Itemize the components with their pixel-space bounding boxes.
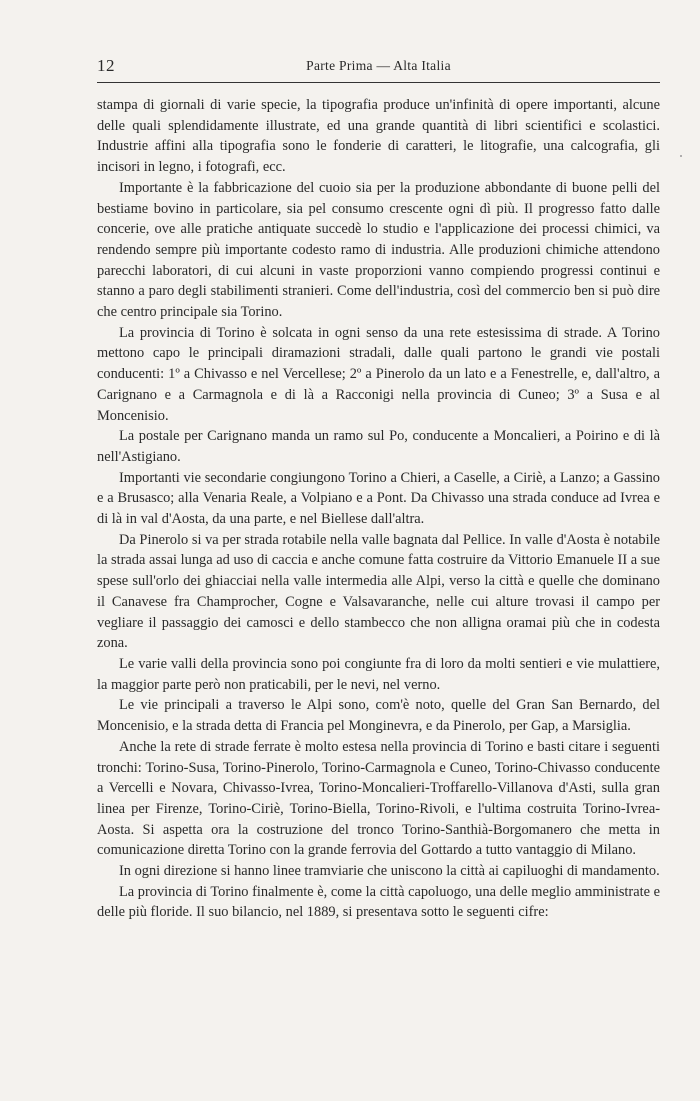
body-text	[97, 95, 660, 923]
paragraph: Le varie valli della provincia sono poi congiunte fra di loro da molti sentieri e vie mulattiere, la maggior parte però non praticabili, per le nevi, nel verno.	[97, 655, 660, 693]
paragraph: In ogni direzione si hanno linee tramviarie che uniscono la città ai capiluoghi di mandamento.	[119, 863, 660, 880]
paragraph: Da Pinerolo si va per strada rotabile nella valle bagnata dal Pellice. In valle d'Aosta è notabile la strada assai lunga ad uso di caccia e anche comune fatta costruire da Vittorio Emanuele II a sue spese sull'orlo dei ghiacciai nella valle intermedia alle Alpi, verso la città e quelle che dominano il Canavese fra Champrocher, Cogne e Valsavaranche, nelle cui alture trovasi il campo per vegliare il passaggio dei camosci e dello stambecco che non alligna oramai più che in codesta zona.	[97, 531, 660, 652]
paragraph: La provincia di Torino è solcata in ogni senso da una rete estesissima di strade. A Torino mettono capo le principali diramazioni stradali, dalle quali partono le grandi vie postali conducenti: 1º a Chivasso e nel Vercellese; 2º a Pinerolo da un lato e a Fenestrelle, e, dall'altro, a Carignano e a Carmagnola e di là a Racconigi nella provincia di Cuneo; 3º a Susa e al Moncenisio.	[97, 324, 660, 424]
paragraph: Anche la rete di strade ferrate è molto estesa nella provincia di Torino e basti citare i seguenti tronchi: Torino-Susa, Torino-Pinerolo, Torino-Carmagnola e Cuneo, Torino-Chivasso conducente a Vercelli e Novara, Chivasso-Ivrea, Torino-Moncalieri-Troffarello-Villanova d'Asti, sulla gran linea per Firenze, Torino-Ciriè, Torino-Biella, Torino-Rivoli, e l'ultima costruita Torino-Ivrea-Aosta. Si aspetta ora la costruzione del tronco Torino-Santhià-Borgomanero che metta in comunicazione diretta Torino con la grande ferrovia del Gottardo a tutto vantaggio di Milano.	[97, 738, 660, 859]
paragraph: Le vie principali a traverso le Alpi sono, com'è noto, quelle del Gran San Bernardo, del Moncenisio, e la strada detta di Francia pel Monginevra, e da Pinerolo, per Gap, a Marsiglia.	[97, 697, 660, 735]
paragraph: Importanti vie secondarie congiungono Torino a Chieri, a Caselle, a Ciriè, a Lanzo; a Gassino e a Brusasco; alla Venaria Reale, a Volpiano e a Pont. Da Chivasso una strada conduce ad Ivrea e di là in val d'Aosta, da una parte, e nel Biellese dall'altra.	[97, 469, 660, 528]
paragraph: La provincia di Torino finalmente è, come la città capoluogo, una delle meglio amministrate e delle più floride. Il suo bilancio, nel 1889, si presentava sotto le seguenti cifre:	[97, 883, 660, 921]
paragraph: Importante è la fabbricazione del cuoio sia per la produzione abbondante di buone pelli del bestiame bovino in particolare, sia pel consumo crescente ogni dì più. Il progresso fatto dalle concerie, ove alle pratiche antiquate succedè lo studio e l'applicazione dei processi chimici, va rendendo sempre più importante codesto ramo di industria. Alle produzioni chimiche attendono parecchi laboratori, di cui alcuni in vaste proporzioni vanno compiendo progressi continui e stanno a paro degli stabilimenti stranieri. Come dell'industria, così del commercio ben si può dire che centro principale sia Torino.	[97, 179, 660, 321]
page-header	[97, 56, 660, 82]
margin-mark	[680, 155, 682, 157]
header-rule	[97, 82, 660, 83]
page-number: 12	[97, 56, 115, 75]
running-title: Parte Prima — Alta Italia	[306, 58, 451, 73]
paragraph: La postale per Carignano manda un ramo sul Po, conducente a Moncalieri, a Poirino e di là nell'Astigiano.	[97, 428, 660, 465]
paragraph-continued: stampa di giornali di varie specie, la tipografia produce un'infinità di opere importanti, alcune delle quali splendidamente illustrate, ed una grande quantità di libri scientifici e scolastici. Industrie affini alla tipografia sono le fonderie di caratteri, le litografie, una calcografia, gli incisori in legno, i fotografi, ecc.	[97, 97, 660, 176]
